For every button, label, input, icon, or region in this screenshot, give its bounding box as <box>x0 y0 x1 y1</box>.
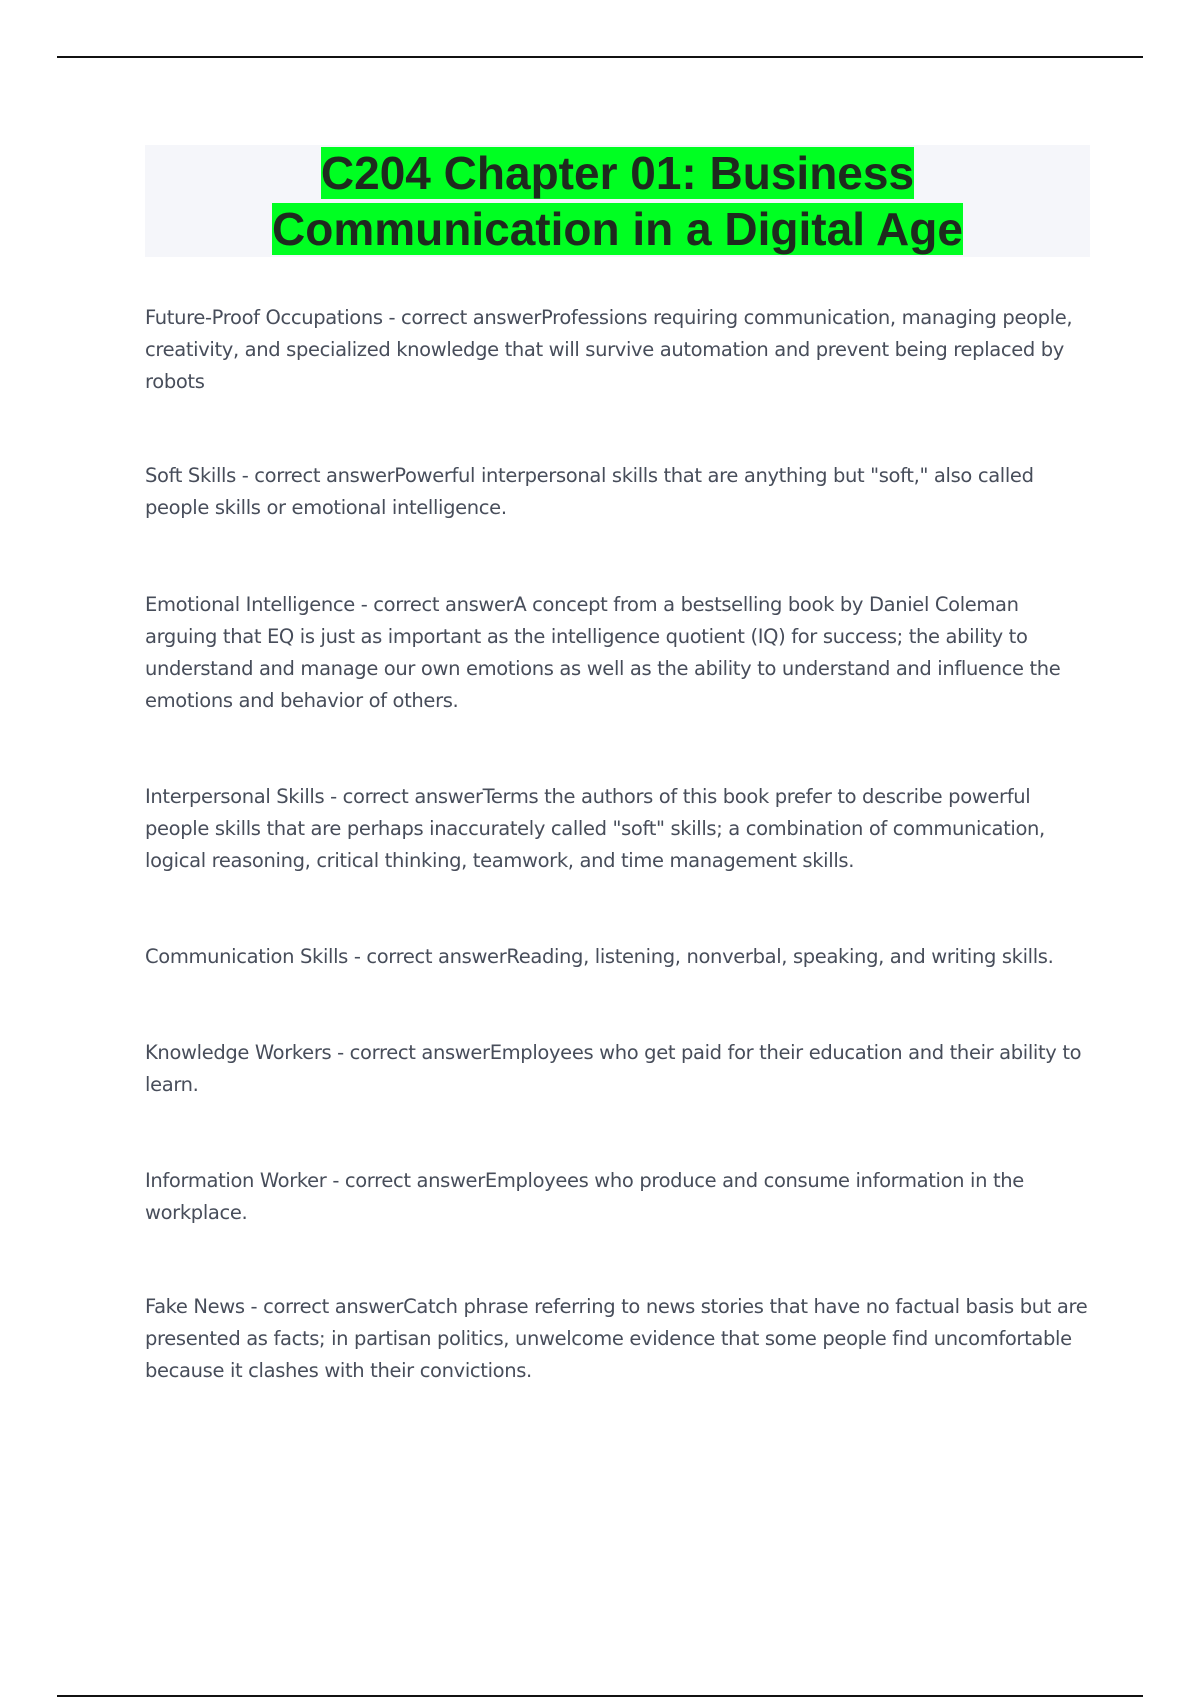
top-rule <box>57 56 1143 58</box>
flashcard-entry: Fake News - correct answerCatch phrase referring to news stories that have no factual basis but are presented as facts; in partisan politics, unwelcome evidence that some people find uncomfortable because it clashes with their convictions. <box>145 1295 1088 1382</box>
flashcard-entry: Soft Skills - correct answerPowerful interpersonal skills that are anything but "soft," also called people skills or emotional intelligence. <box>145 464 1034 519</box>
flashcard-entry: Information Worker - correct answerEmployees who produce and consume information in the workplace. <box>145 1169 1024 1224</box>
flashcard-entry: Communication Skills - correct answerReading, listening, nonverbal, speaking, and writing skills. <box>145 945 1054 968</box>
flashcard-entry: Future-Proof Occupations - correct answerProfessions requiring communication, managing people, creativity, and specialized knowledge that will survive automation and prevent being replaced by robots <box>145 306 1073 393</box>
flashcard-entry: Emotional Intelligence - correct answerA concept from a bestselling book by Daniel Coleman arguing that EQ is just as important as the intelligence quotient (IQ) for success; the ability to understand and manage our own emotions as well as the ability to understand and influence the emotions and behavior of others. <box>145 593 1061 712</box>
page-title: C204 Chapter 01: Business Communication in a Digital Age <box>272 147 963 255</box>
bottom-rule <box>57 1695 1143 1697</box>
flashcard-list <box>145 302 1090 1387</box>
flashcard-entry: Interpersonal Skills - correct answerTerms the authors of this book prefer to describe powerful people skills that are perhaps inaccurately called "soft" skills; a combination of communication, logical reasoning, critical thinking, teamwork, and time management skills. <box>145 785 1045 872</box>
flashcard-entry: Knowledge Workers - correct answerEmployees who get paid for their education and their ability to learn. <box>145 1041 1082 1096</box>
title-banner <box>145 145 1090 257</box>
